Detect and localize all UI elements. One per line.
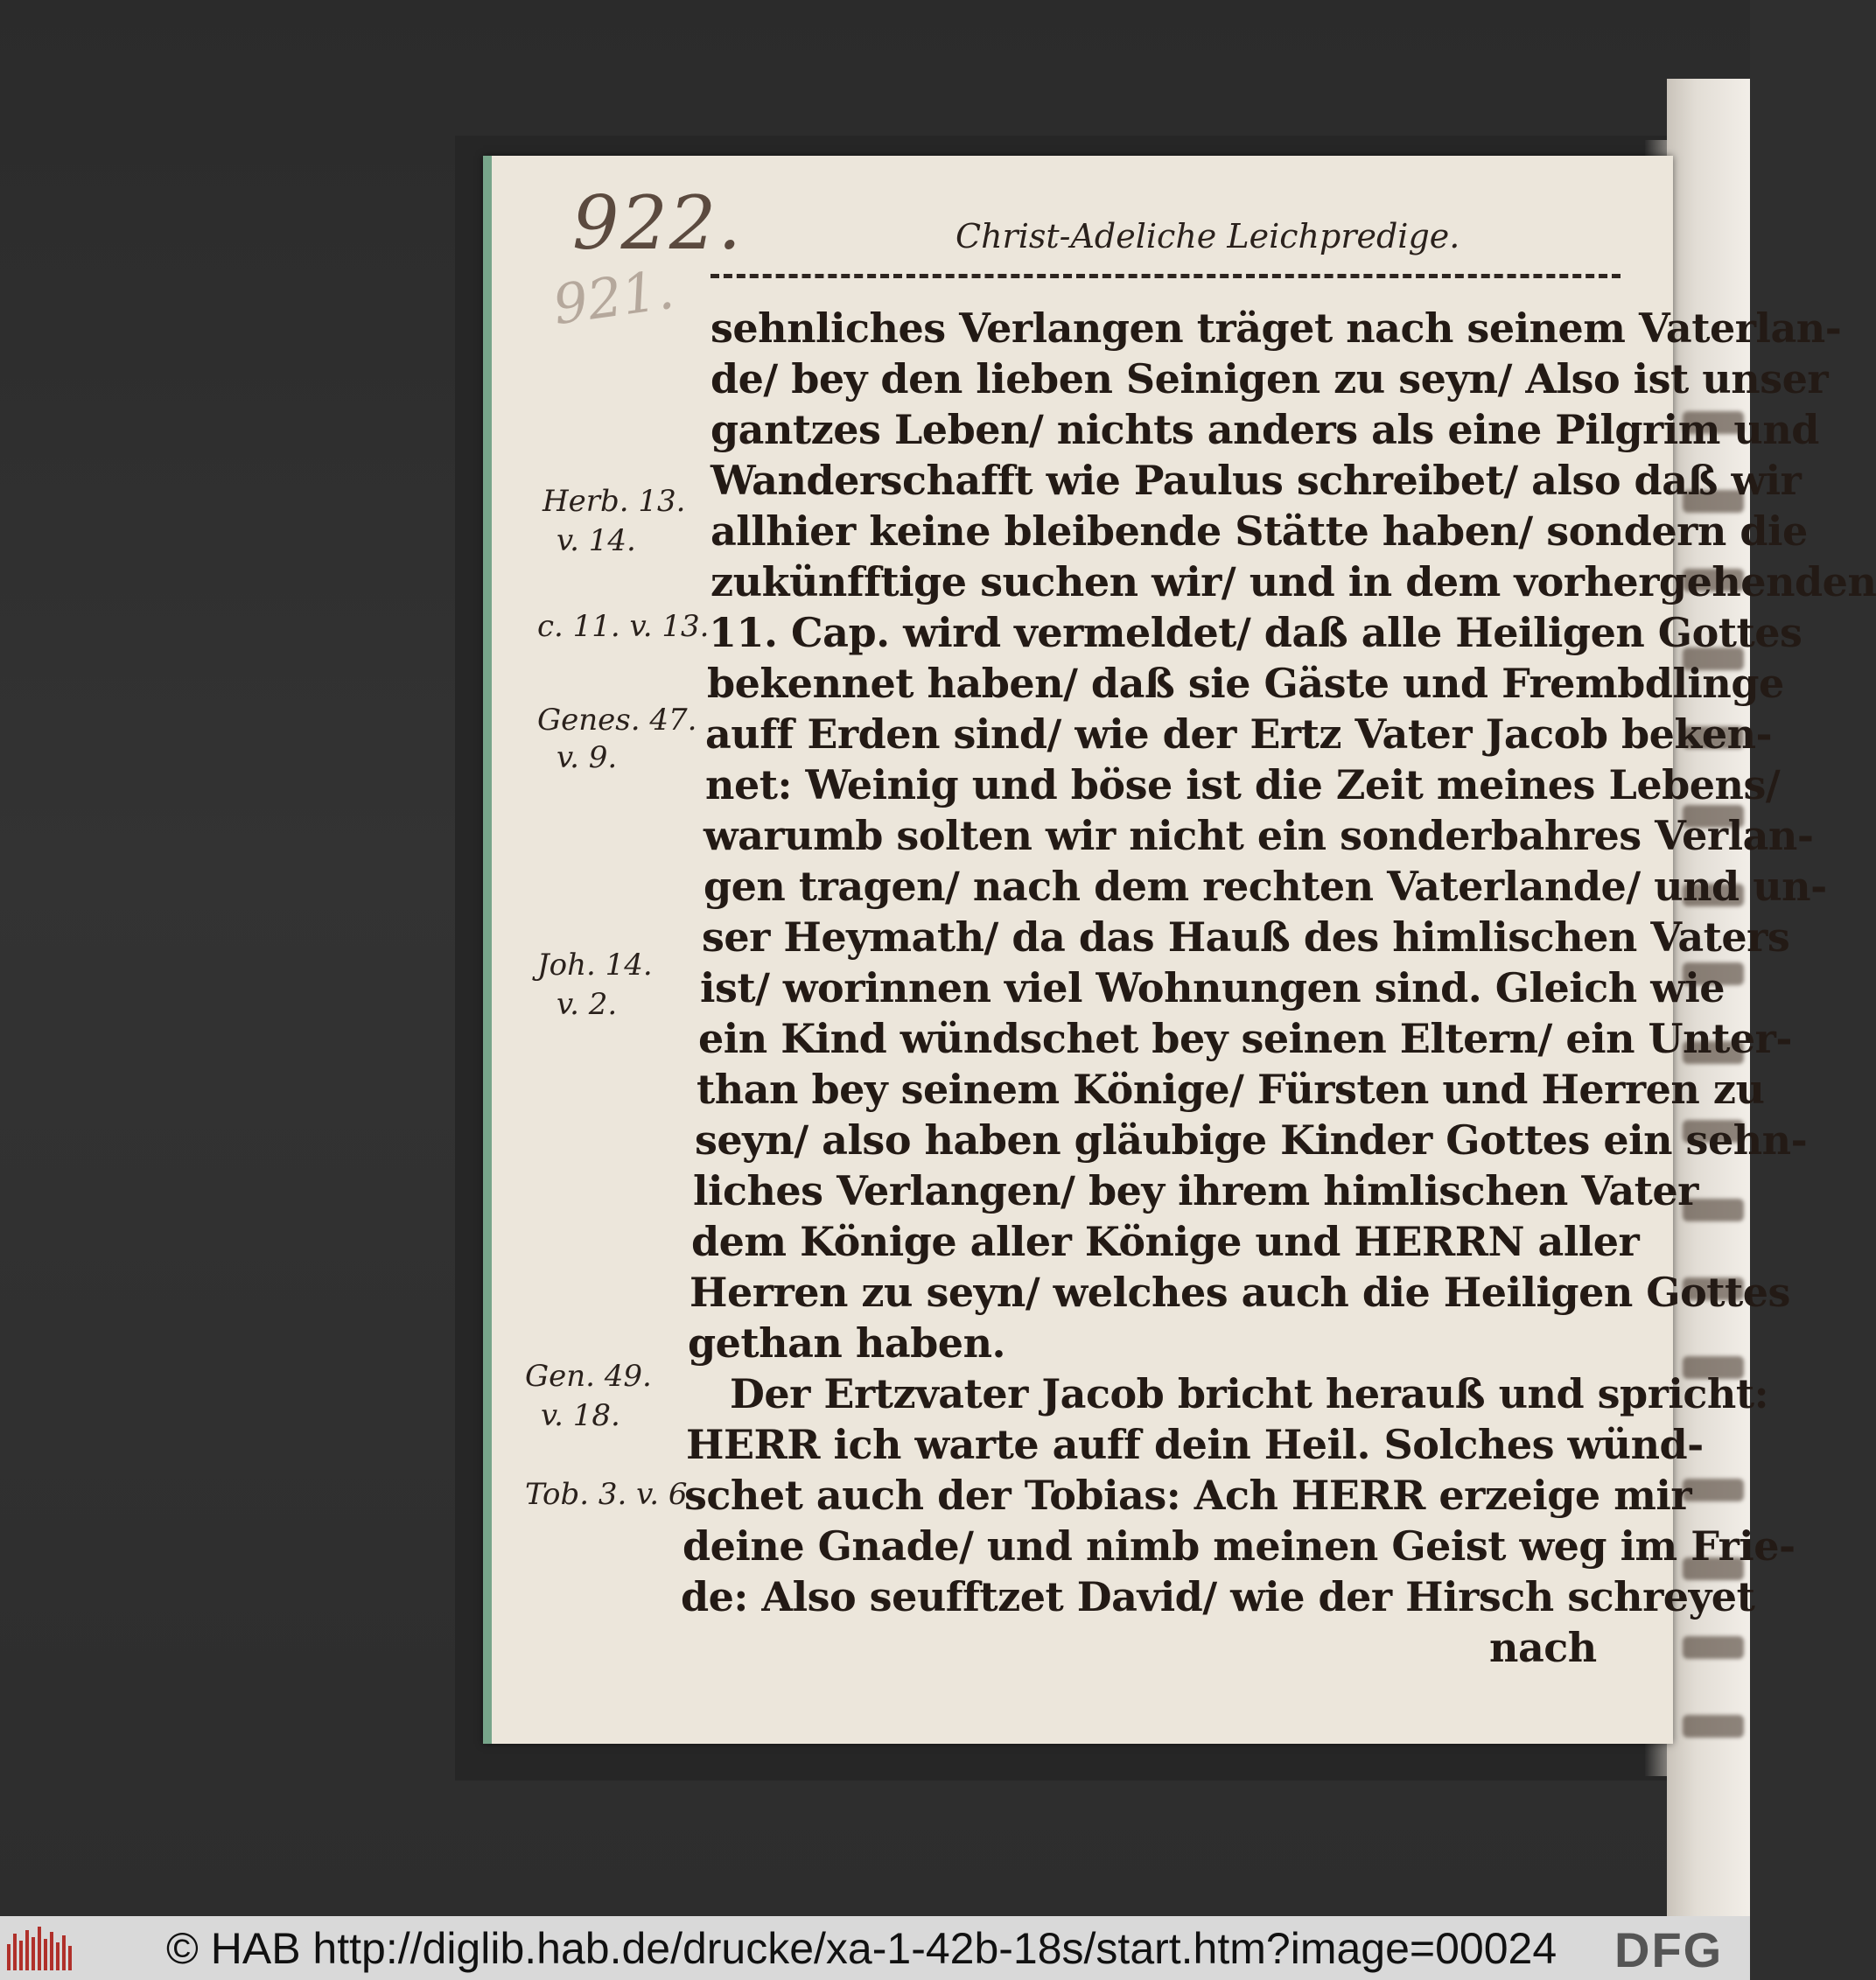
- text-line: than bey seinem Könige/ Fürsten und Herren zu: [696, 1066, 1765, 1113]
- text-line: sehnliches Verlangen träget nach seinem Vaterlan-: [710, 304, 1842, 352]
- text-line: ist/ worinnen viel Wohnungen sind. Gleich wie: [700, 964, 1726, 1011]
- margin-note: v. 14.: [556, 523, 636, 558]
- text-line: dem Könige aller Könige und HERRN aller: [691, 1218, 1640, 1265]
- text-line: de: Also seufftzet David/ wie der Hirsch schreyet: [681, 1573, 1755, 1620]
- text-line: net: Weinig und böse ist die Zeit meines Lebens/: [705, 761, 1781, 808]
- text-line: gen tragen/ nach dem rechten Vaterlande/ und un-: [704, 863, 1827, 910]
- text-line: de/ bey den lieben Seinigen zu seyn/ Also ist unser: [710, 355, 1829, 402]
- page-number: 922.: [572, 180, 744, 266]
- text-line: deine Gnade/ und nimb meinen Geist weg im Frie-: [682, 1522, 1796, 1570]
- text-line: ser Heymath/ da das Hauß des himlischen Vaters: [702, 913, 1790, 961]
- margin-note: Genes. 47.: [537, 703, 697, 738]
- text-line: gethan haben.: [688, 1319, 1006, 1367]
- text-line: warumb solten wir nicht ein sonderbahres Verlan-: [704, 812, 1814, 859]
- margin-note: v. 9.: [556, 740, 618, 775]
- margin-note: v. 18.: [541, 1398, 620, 1433]
- book-page: [483, 156, 1876, 1744]
- running-head: Christ-Adeliche Leichpredige.: [956, 217, 1460, 255]
- opposite-page-text: [1683, 1479, 1744, 1501]
- copyright-link[interactable]: © HAB http://diglib.hab.de/drucke/xa-1-42b-18s/start.htm?image=00024: [166, 1924, 1558, 1973]
- text-line: Der Ertzvater Jacob bricht herauß und spricht:: [730, 1370, 1769, 1417]
- text-line: seyn/ also haben gläubige Kinder Gottes ein sehn-: [695, 1116, 1808, 1164]
- dfg-logo: DFG: [1614, 1922, 1724, 1977]
- margin-note: c. 11. v. 13.: [537, 609, 710, 644]
- text-line: Herren zu seyn/ welches auch die Heiligen Gottes: [690, 1269, 1790, 1316]
- margin-note: Gen. 49.: [525, 1359, 652, 1394]
- margin-note: Tob. 3. v. 6: [525, 1477, 688, 1512]
- footer-bar: [0, 1916, 1750, 1980]
- text-line: Wanderschafft wie Paulus schreibet/ also daß wir: [710, 457, 1802, 504]
- text-line: nach: [1489, 1624, 1597, 1671]
- library-logo-icon: [7, 1927, 74, 1970]
- text-line: schet auch der Tobias: Ach HERR erzeige mir: [684, 1472, 1692, 1519]
- text-line: ein Kind wündschet bey seinen Eltern/ ein Unter-: [698, 1015, 1792, 1062]
- text-line: HERR ich warte auff dein Heil. Solches wünd-: [686, 1421, 1704, 1468]
- text-line: 11. Cap. wird vermeldet/ daß alle Heiligen Gottes: [709, 609, 1802, 656]
- text-line: allhier keine bleibende Stätte haben/ sondern die: [710, 507, 1808, 555]
- margin-note: Joh. 14.: [537, 948, 653, 983]
- opposite-page-text: [1683, 1715, 1744, 1738]
- shelf-mark: 921.: [549, 256, 678, 338]
- text-line: liches Verlangen/ bey ihrem himlischen Vater: [693, 1167, 1698, 1214]
- text-line: auff Erden sind/ wie der Ertz Vater Jacob beken-: [705, 710, 1773, 758]
- opposite-page-text: [1683, 1636, 1744, 1659]
- margin-note: Herb. 13.: [542, 484, 686, 519]
- text-line: bekennet haben/ daß sie Gäste und Frembdlinge: [707, 660, 1784, 707]
- margin-note: v. 2.: [556, 987, 618, 1022]
- text-line: gantzes Leben/ nichts anders als eine Pilgrim und: [710, 406, 1819, 453]
- text-line: zukünfftige suchen wir/ und in dem vorhergehenden: [710, 558, 1876, 605]
